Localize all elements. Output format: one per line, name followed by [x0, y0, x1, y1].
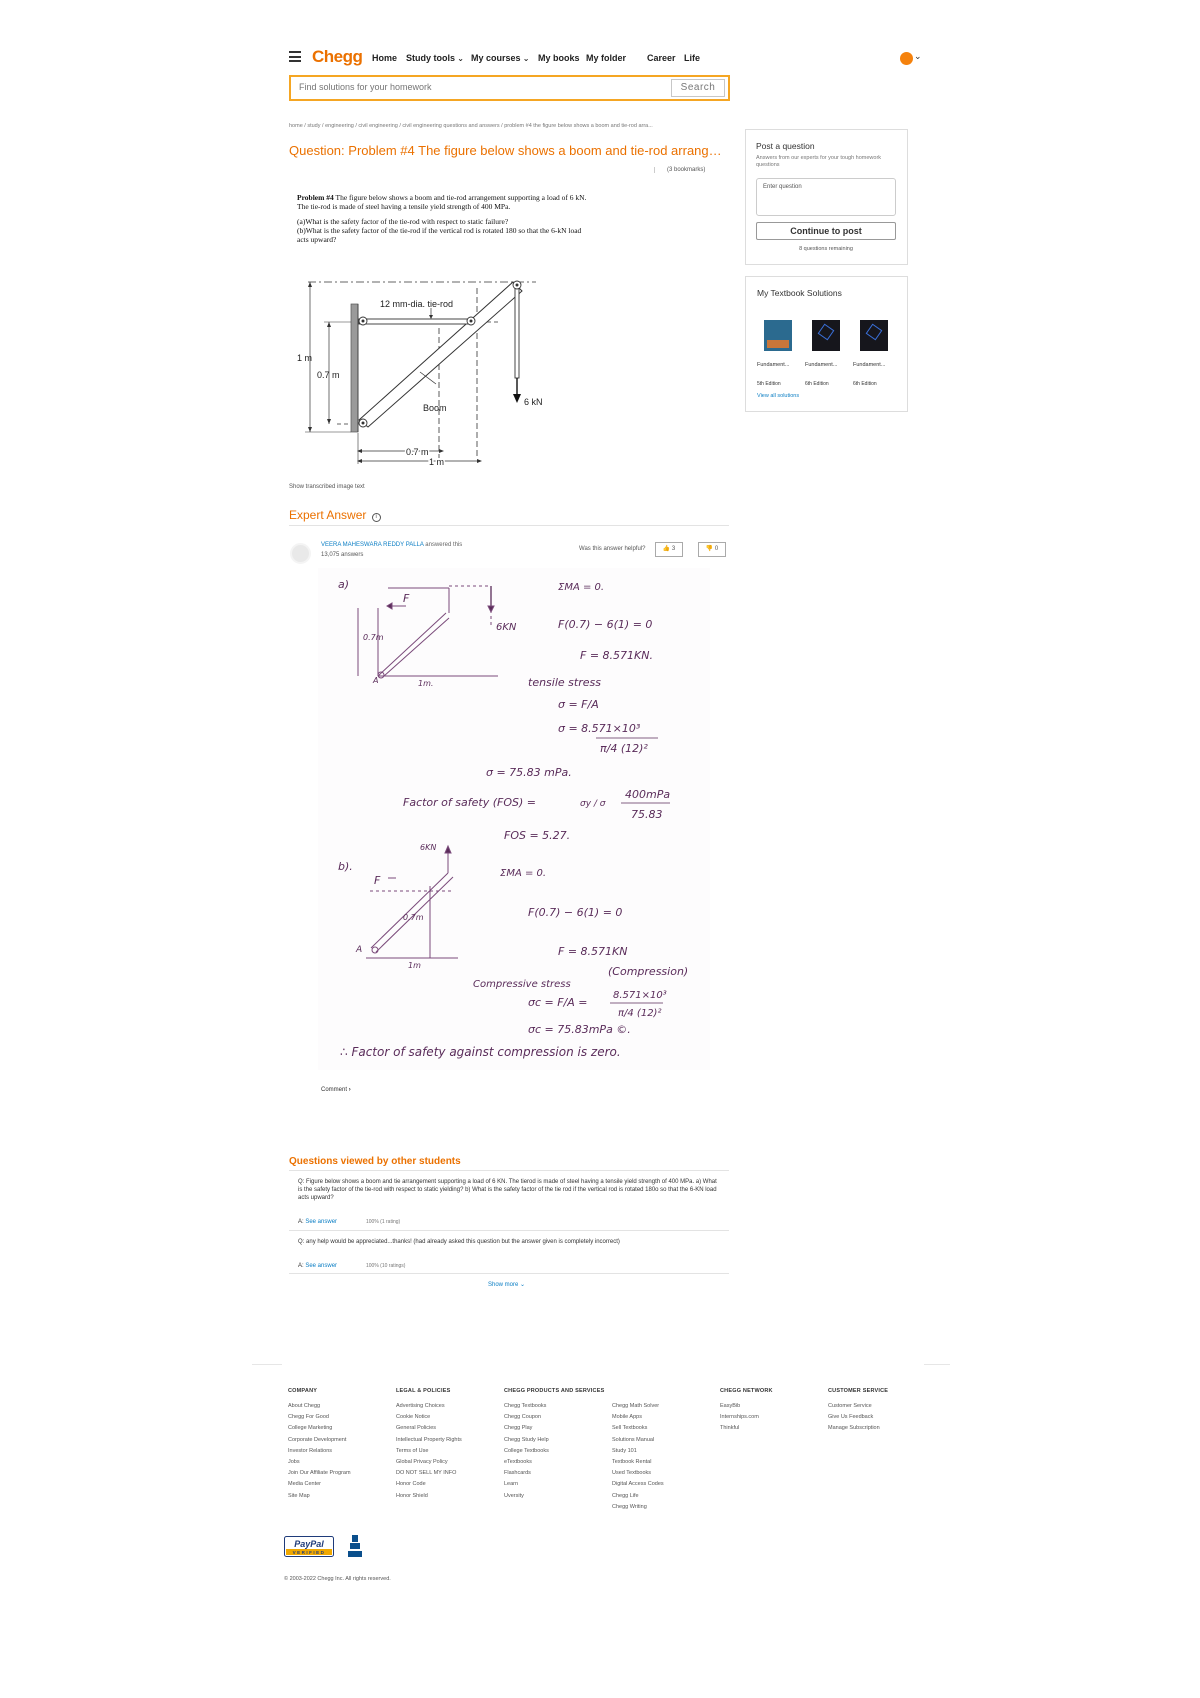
hw-fos-den: 75.83 — [631, 808, 663, 821]
hw-F: F — [403, 592, 410, 605]
nav-my-courses[interactable] — [471, 53, 529, 63]
book-title[interactable]: Fundament... — [853, 362, 886, 368]
footer-link[interactable]: Mobile Apps — [612, 1414, 642, 1421]
chegg-logo[interactable]: Chegg — [312, 47, 363, 66]
problem-part-b-cont: acts upward? — [297, 235, 337, 244]
search-input[interactable] — [299, 82, 639, 92]
footer-link[interactable]: Chegg For Good — [288, 1414, 329, 1421]
footer-link[interactable]: Chegg Play — [504, 1425, 533, 1432]
expert-name[interactable]: VEERA MAHESWARA REDDY PALLA — [321, 542, 424, 548]
hw-b-sum: ΣMA = 0. — [500, 868, 547, 879]
footer-link[interactable]: Global Privacy Policy — [396, 1459, 448, 1466]
a-prefix: A: — [298, 1219, 304, 1225]
footer-link[interactable]: Uversity — [504, 1492, 524, 1499]
viewed-question-2[interactable] — [298, 1238, 718, 1246]
nav-my-books[interactable]: My books — [538, 53, 580, 63]
footer-link[interactable]: College Marketing — [288, 1425, 333, 1432]
footer-heading: COMPANY — [288, 1388, 318, 1394]
show-transcribed-link[interactable]: Show transcribed image text — [289, 484, 365, 490]
problem-statement — [297, 193, 717, 250]
viewed-question-text: Figure below shows a boom and tie arrangement supporting a load of 6 KN. The tierod is made of steel having a tensile yield strength of 400 MPa. a) What is the safety factor of the tie-rod with respect to static yielding? b) What is the safety factor of the tie rod if the vertical rod is rotated 180o so that the 6-KN load acts upward? — [298, 1179, 717, 1201]
problem-label: Problem #4 — [297, 193, 334, 202]
question-title: Problem #4 The figure below shows a boom and tie-rod arrang… — [348, 143, 722, 158]
answered-this: answered this — [425, 542, 463, 548]
nav-study-tools-label: Study tools — [406, 53, 455, 63]
footer-link[interactable]: Honor Code — [396, 1481, 426, 1488]
hw-sigma-eq: σ = F/A — [558, 698, 599, 711]
footer-link[interactable]: Solutions Manual — [612, 1436, 655, 1443]
user-avatar[interactable] — [900, 52, 913, 65]
problem-part-b: (b)What is the safety factor of the tie-rod if the vertical rod is rotated 180 so that the 6-kN load — [297, 226, 582, 235]
footer-link[interactable]: Chegg Textbooks — [504, 1403, 547, 1409]
hw-sc-eq: σc = F/A = — [528, 996, 588, 1009]
hw-sigma-den: π/4 (12)² — [600, 742, 648, 755]
hw-b-1m: 1m — [408, 961, 421, 970]
hw-1m: 1m. — [418, 679, 434, 688]
show-more-label: Show more — [488, 1282, 519, 1288]
book-cover[interactable] — [860, 320, 888, 351]
hw-fos-val: FOS = 5.27. — [504, 829, 571, 842]
hw-b-comp: (Compression) — [608, 965, 689, 978]
hw-sc-num: 8.571×10³ — [613, 990, 667, 1001]
textbook-solutions-title: My Textbook Solutions — [757, 288, 842, 298]
tie-rod — [359, 319, 470, 324]
paypal-verified-badge[interactable] — [284, 1536, 334, 1557]
vertical-rod — [515, 284, 519, 378]
footer-link[interactable]: Media Center — [288, 1481, 322, 1488]
hw-b-load: 6KN — [420, 843, 437, 852]
paypal-text: PayPal — [294, 1539, 324, 1549]
footer-link[interactable]: Join Our Affiliate Program — [288, 1470, 351, 1477]
expert-avatar — [290, 543, 311, 564]
footer-link[interactable]: Chegg Study Help — [504, 1436, 549, 1443]
book-cover[interactable] — [764, 320, 792, 351]
nav-home[interactable]: Home — [372, 53, 398, 63]
footer-link[interactable]: Chegg Coupon — [504, 1414, 542, 1421]
footer-link[interactable]: Sell Textbooks — [612, 1425, 648, 1432]
figure-tie-rod-label: 12 mm-dia. tie-rod — [380, 299, 454, 309]
footer-divider — [924, 1364, 950, 1365]
divider — [289, 1170, 729, 1171]
viewed-answer-1 — [298, 1219, 337, 1225]
page-title — [289, 143, 734, 158]
book-edition: 5th Edition — [757, 381, 781, 387]
divider — [289, 1230, 729, 1231]
hw-fos-label: Factor of safety (FOS) = — [403, 796, 536, 809]
hw-load: 6KN — [496, 622, 517, 633]
hw-07m: 0.7m — [363, 633, 384, 642]
hw-sigma-num: σ = 8.571×10³ — [558, 722, 641, 735]
comment-label: Comment — [321, 1087, 348, 1093]
footer-column-customer-service — [828, 1401, 880, 1435]
hw-tensile: tensile stress — [528, 676, 601, 689]
nav-study-tools[interactable] — [406, 53, 464, 63]
problem-line-2: The tie-rod is made of steel having a tensile yield strength of 400 MPa. — [297, 202, 511, 211]
nav-my-folder[interactable]: My folder — [586, 53, 627, 63]
footer-link[interactable]: Chegg Writing — [612, 1503, 647, 1510]
post-question-title: Post a question — [756, 141, 815, 151]
chevron-right-icon: › — [348, 1087, 351, 1093]
figure-07m-left: 0.7 m — [317, 370, 340, 380]
book-cover[interactable] — [812, 320, 840, 351]
book-edition: 6th Edition — [805, 381, 829, 387]
q-prefix: Q: — [298, 1179, 305, 1185]
book-title[interactable]: Fundament... — [757, 362, 790, 368]
thumbs-down-button[interactable] — [698, 542, 726, 557]
footer-column-legal — [396, 1401, 462, 1502]
bookmarks-count[interactable]: (3 bookmarks) — [654, 167, 705, 173]
footer-link[interactable]: Manage Subscription — [828, 1425, 880, 1432]
handwritten-solution — [318, 568, 710, 1070]
footer-heading: CHEGG NETWORK — [720, 1388, 773, 1394]
footer-link[interactable]: Internships.com — [720, 1414, 759, 1421]
footer-link[interactable]: Textbook Rental — [612, 1459, 652, 1466]
search-bar — [289, 75, 730, 101]
view-all-solutions-link[interactable]: View all solutions — [757, 393, 800, 399]
info-icon[interactable]: i — [372, 513, 381, 522]
footer-link[interactable]: Chegg Life — [612, 1492, 639, 1499]
book-edition: 6th Edition — [853, 381, 877, 387]
menu-icon[interactable] — [289, 51, 301, 62]
problem-part-a: (a)What is the safety factor of the tie-rod with respect to static failure? — [297, 217, 509, 226]
divider — [289, 525, 729, 526]
comment-link[interactable] — [321, 1087, 351, 1093]
continue-to-post-button[interactable]: Continue to post — [756, 222, 896, 240]
footer-link[interactable]: About Chegg — [288, 1403, 321, 1409]
footer-link[interactable]: DO NOT SELL MY INFO — [396, 1470, 457, 1477]
footer-column-company — [288, 1401, 351, 1502]
hw-sigma-val: σ = 75.83 mPa. — [486, 766, 572, 779]
hw-b-label: b). — [338, 860, 353, 873]
footer-link[interactable]: Site Map — [288, 1492, 310, 1499]
footer-link[interactable]: College Textbooks — [504, 1447, 549, 1454]
hw-conclusion: ∴ Factor of safety against compression is zero. — [340, 1045, 621, 1059]
hw-b-eq: F(0.7) − 6(1) = 0 — [528, 906, 623, 919]
footer-heading: LEGAL & POLICIES — [396, 1388, 451, 1394]
figure-1m-bottom: 1 m — [429, 457, 445, 467]
helpful-question: Was this answer helpful? — [579, 546, 646, 552]
hw-sc-val: σc = 75.83mPa ©. — [528, 1023, 631, 1036]
see-answer-link[interactable]: See answer — [305, 1219, 338, 1225]
expert-answer-count: 13,075 answers — [321, 552, 364, 558]
q-prefix: Q: — [298, 1239, 305, 1245]
copyright: © 2003-2022 Chegg Inc. All rights reserved. — [284, 1576, 391, 1582]
see-answer-link[interactable]: See answer — [305, 1263, 338, 1269]
viewed-rating: 100% (1 rating) — [366, 1219, 401, 1225]
problem-line-1: The figure below shows a boom and tie-rod arrangement supporting a load of 6 kN. — [335, 193, 587, 202]
expert-name-line — [321, 542, 462, 548]
hw-sc-den: π/4 (12)² — [618, 1008, 662, 1019]
footer-link[interactable]: Learn — [504, 1481, 519, 1488]
thumbs-up-count: 3 — [671, 546, 676, 552]
question-textarea[interactable]: Enter question — [756, 178, 896, 216]
hw-fos-num: 400mPa — [625, 788, 671, 801]
footer-link[interactable]: Corporate Development — [288, 1436, 347, 1443]
footer-link[interactable]: Thinkful — [720, 1425, 740, 1432]
footer-link[interactable]: Terms of Use — [396, 1447, 429, 1454]
breadcrumb[interactable]: home / study / engineering / civil engineering / civil engineering questions and answers / problem #4 the figure below shows a boom and tie-rod arra... — [289, 123, 653, 129]
hw-b-F: F — [374, 874, 381, 887]
thumbs-down-icon: 👎 — [705, 546, 714, 552]
footer-heading: CHEGG PRODUCTS AND SERVICES — [504, 1388, 605, 1394]
footer-link[interactable]: Investor Relations — [288, 1447, 333, 1454]
boom-tie-rod-figure — [296, 268, 552, 468]
nav-my-courses-label: My courses — [471, 53, 521, 63]
footer-divider — [252, 1364, 282, 1365]
expert-answer-heading — [289, 508, 381, 522]
show-more-link[interactable] — [488, 1281, 525, 1288]
footer-column-products — [504, 1401, 549, 1502]
footer-link[interactable]: General Policies — [396, 1425, 437, 1432]
expert-answer-title: Expert Answer — [289, 508, 367, 522]
footer-column-network — [720, 1401, 759, 1435]
search-button[interactable]: Search — [671, 79, 725, 97]
footer-link[interactable]: Honor Shield — [396, 1492, 428, 1499]
viewed-question-text: any help would be appreciated...thanks! (had already asked this question but the answer given is completely incorrect) — [306, 1239, 620, 1245]
figure-load-label: 6 kN — [524, 397, 543, 407]
footer-link[interactable]: Cookie Notice — [396, 1414, 431, 1421]
thumbs-down-count: 0 — [714, 546, 719, 552]
viewed-question-1[interactable] — [298, 1178, 718, 1202]
hw-A: A — [373, 676, 379, 685]
questions-viewed-title: Questions viewed by other students — [289, 1156, 461, 1167]
book-title[interactable]: Fundament... — [805, 362, 838, 368]
figure-07m-bottom: 0.7 m — [406, 447, 429, 457]
chevron-down-icon: ⌄ — [520, 1282, 526, 1288]
hw-sum-moment: ΣMA = 0. — [558, 582, 605, 593]
footer-link[interactable]: Study 101 — [612, 1447, 637, 1454]
a-prefix: A: — [298, 1263, 304, 1269]
footer-column-products-2 — [612, 1401, 664, 1513]
paypal-verified-text: VERIFIED — [292, 1550, 326, 1555]
viewed-rating: 100% (10 ratings) — [366, 1263, 406, 1269]
footer-link[interactable]: Used Textbooks — [612, 1470, 652, 1477]
footer-link[interactable]: EasyBib — [720, 1403, 741, 1409]
hw-fos-frac: σy / σ — [580, 799, 606, 809]
footer-link[interactable]: Digital Access Codes — [612, 1481, 664, 1488]
viewed-answer-2 — [298, 1263, 337, 1269]
footer-link[interactable]: Give Us Feedback — [828, 1414, 874, 1421]
hw-comp-stress: Compressive stress — [473, 979, 571, 990]
footer-heading: CUSTOMER SERVICE — [828, 1388, 889, 1394]
footer-link[interactable]: Chegg Math Solver — [612, 1403, 660, 1409]
footer-link[interactable]: Jobs — [288, 1459, 300, 1466]
footer-link[interactable]: eTextbooks — [504, 1459, 532, 1466]
hw-a-label: a) — [338, 578, 350, 591]
chevron-down-icon[interactable]: ⌄ — [914, 51, 922, 61]
hw-b-07m: 0.7m — [403, 913, 424, 922]
footer-link[interactable]: Flashcards — [504, 1470, 531, 1477]
post-question-subtitle: Answers from our experts for your tough homework questions — [756, 155, 882, 168]
hw-b-A: A — [356, 945, 363, 955]
bbb-badge[interactable] — [346, 1533, 364, 1559]
wall — [351, 304, 358, 432]
nav-life[interactable]: Life — [684, 53, 701, 63]
footer-link[interactable]: Customer Service — [828, 1403, 872, 1409]
thumbs-up-button[interactable] — [655, 542, 683, 557]
figure-boom-label: Boom — [423, 403, 447, 413]
hw-eq1: F(0.7) − 6(1) = 0 — [558, 618, 653, 631]
thumbs-up-icon: 👍 — [662, 546, 671, 552]
figure-1m-left: 1 m — [297, 353, 313, 363]
question-label: Question: — [289, 143, 345, 158]
questions-remaining: 8 questions remaining — [799, 246, 853, 252]
nav-career[interactable]: Career — [647, 53, 676, 63]
hw-F-val: F = 8.571KN. — [580, 649, 653, 662]
footer-link[interactable]: Intellectual Property Rights — [396, 1436, 462, 1443]
hw-b-F-val: F = 8.571KN — [558, 945, 628, 958]
divider — [289, 1273, 729, 1274]
footer-link[interactable]: Advertising Choices — [396, 1403, 445, 1409]
